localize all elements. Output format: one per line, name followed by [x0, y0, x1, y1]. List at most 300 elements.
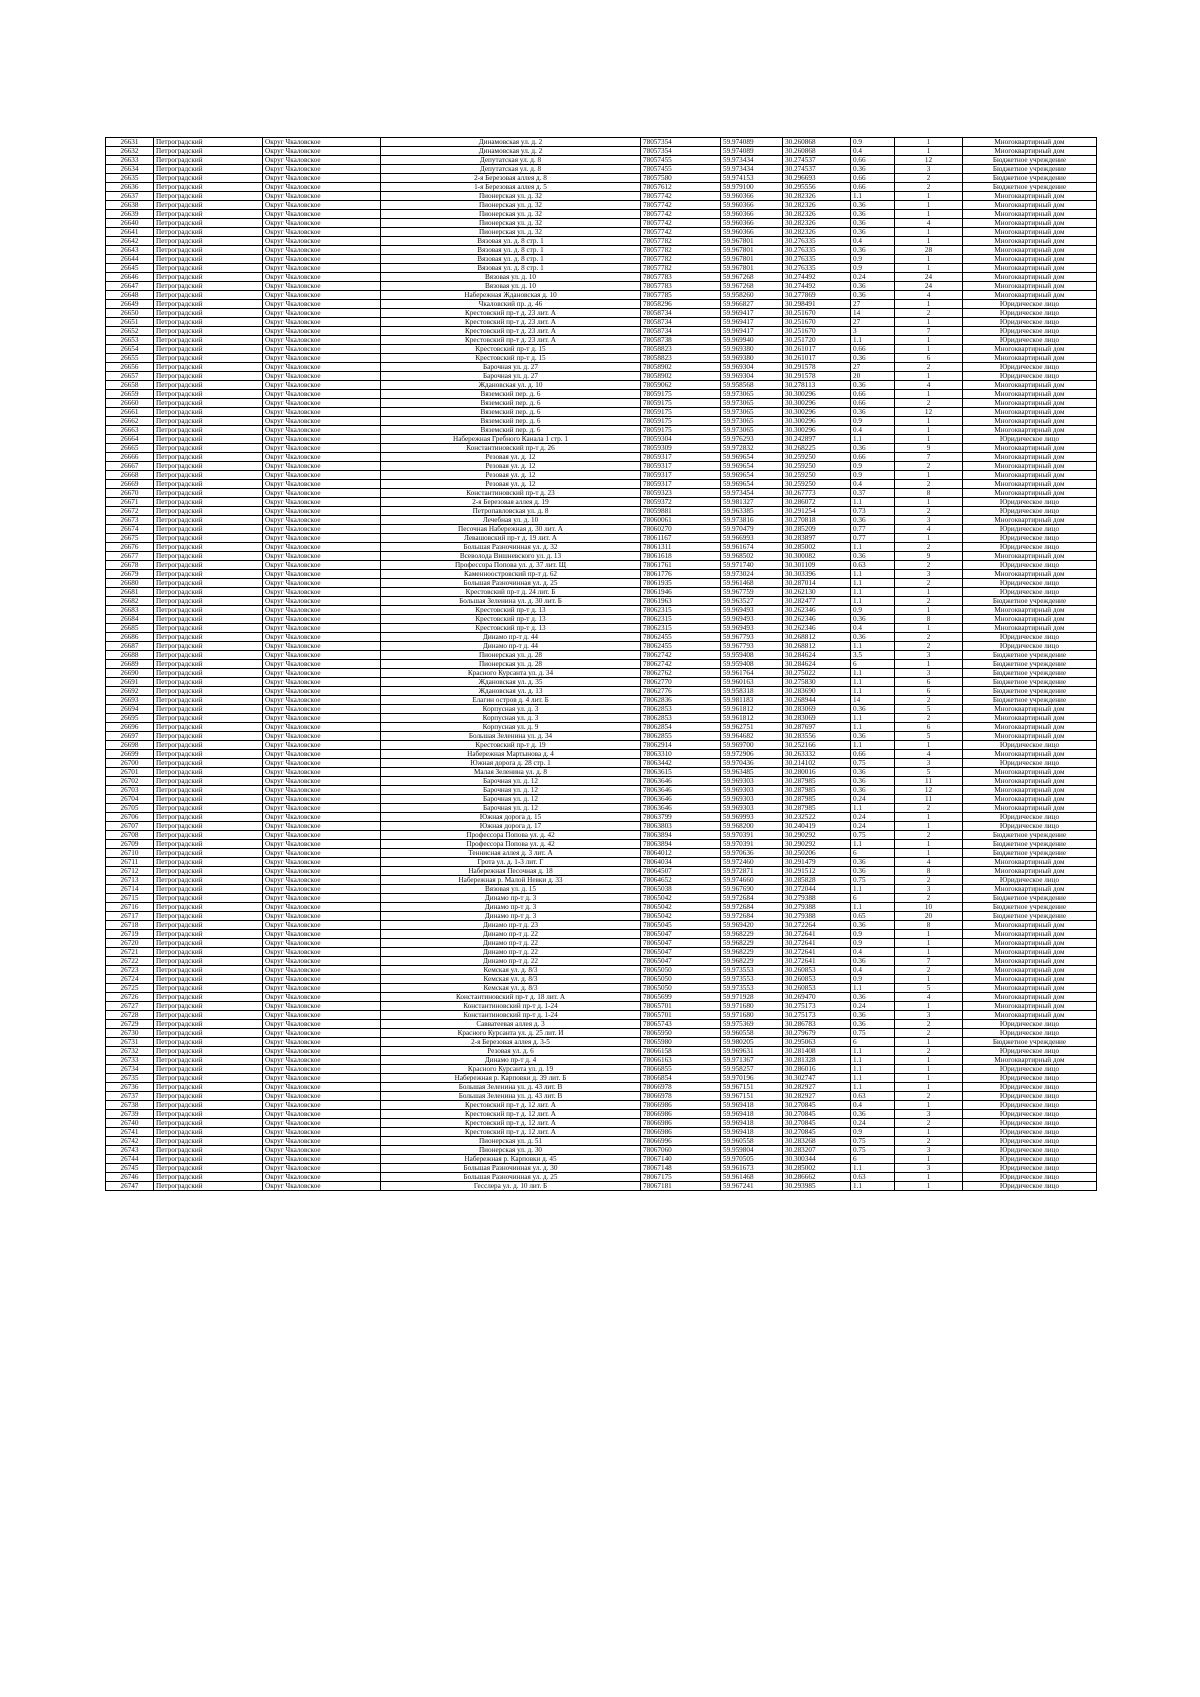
- record-id-cell: 26699: [106, 750, 154, 759]
- count-cell: 28: [895, 246, 963, 255]
- latitude-cell: 59.969940: [721, 336, 783, 345]
- address-cell: Вязовая ул. д. 8 стр. 1: [381, 264, 641, 273]
- object-type-cell: Многоквартирный дом: [963, 930, 1097, 939]
- longitude-cell: 30.282326: [783, 201, 851, 210]
- address-code-cell: 78057742: [641, 192, 721, 201]
- value-cell: 14: [851, 696, 895, 705]
- count-cell: 3: [895, 570, 963, 579]
- count-cell: 3: [895, 516, 963, 525]
- latitude-cell: 59.971928: [721, 993, 783, 1002]
- longitude-cell: 30.300296: [783, 399, 851, 408]
- address-cell: Пионерская ул. д. 32: [381, 192, 641, 201]
- record-id-cell: 26669: [106, 480, 154, 489]
- district-name-cell: Петроградский: [154, 480, 263, 489]
- address-code-cell: 78065042: [641, 912, 721, 921]
- municipality-name-cell: Округ Чкаловское: [263, 291, 381, 300]
- record-id-cell: 26730: [106, 1029, 154, 1038]
- address-code-cell: 78057580: [641, 174, 721, 183]
- record-id-cell: 26679: [106, 570, 154, 579]
- value-cell: 0.36: [851, 768, 895, 777]
- address-cell: Динамо пр-т д. 22: [381, 939, 641, 948]
- table-row: [106, 318, 1097, 327]
- municipality-name-cell: Округ Чкаловское: [263, 714, 381, 723]
- latitude-cell: 59.971680: [721, 1011, 783, 1020]
- municipality-name-cell: Округ Чкаловское: [263, 1020, 381, 1029]
- record-id-cell: 26701: [106, 768, 154, 777]
- record-id-cell: 26667: [106, 462, 154, 471]
- value-cell: 3.5: [851, 651, 895, 660]
- municipality-name-cell: Округ Чкаловское: [263, 462, 381, 471]
- value-cell: 0.66: [851, 399, 895, 408]
- address-cell: Гесслера ул. д. 10 лит. Б: [381, 1182, 641, 1191]
- address-cell: Резовая ул. д. 12: [381, 471, 641, 480]
- value-cell: 0.36: [851, 381, 895, 390]
- address-cell: Крестовский пр-т д. 12 лит. А: [381, 1128, 641, 1137]
- district-name-cell: Петроградский: [154, 912, 263, 921]
- longitude-cell: 30.262130: [783, 588, 851, 597]
- object-type-cell: Юридическое лицо: [963, 525, 1097, 534]
- municipality-name-cell: Округ Чкаловское: [263, 975, 381, 984]
- longitude-cell: 30.278113: [783, 381, 851, 390]
- record-id-cell: 26697: [106, 732, 154, 741]
- district-name-cell: Петроградский: [154, 777, 263, 786]
- address-cell: Песочная Набережная д. 30 лит. А: [381, 525, 641, 534]
- table-row: [106, 948, 1097, 957]
- district-name-cell: Петроградский: [154, 849, 263, 858]
- longitude-cell: 30.263332: [783, 750, 851, 759]
- object-type-cell: Юридическое лицо: [963, 876, 1097, 885]
- value-cell: 1.1: [851, 597, 895, 606]
- table-row: [106, 1146, 1097, 1155]
- object-type-cell: Юридическое лицо: [963, 822, 1097, 831]
- address-cell: Крестовский пр-т д. 24 лит. Б: [381, 588, 641, 597]
- count-cell: 2: [895, 183, 963, 192]
- longitude-cell: 30.269470: [783, 993, 851, 1002]
- address-cell: Большая Зеленина ул. д. 34: [381, 732, 641, 741]
- table-row: [106, 435, 1097, 444]
- table-row: [106, 363, 1097, 372]
- longitude-cell: 30.272641: [783, 939, 851, 948]
- longitude-cell: 30.232522: [783, 813, 851, 822]
- table-row: [106, 876, 1097, 885]
- latitude-cell: 59.961468: [721, 1173, 783, 1182]
- address-cell: Динамо пр-т д. 22: [381, 957, 641, 966]
- latitude-cell: 59.973065: [721, 426, 783, 435]
- latitude-cell: 59.967759: [721, 588, 783, 597]
- address-code-cell: 78059062: [641, 381, 721, 390]
- table-row: [106, 723, 1097, 732]
- latitude-cell: 59.967268: [721, 282, 783, 291]
- table-row: [106, 660, 1097, 669]
- municipality-name-cell: Округ Чкаловское: [263, 606, 381, 615]
- longitude-cell: 30.283690: [783, 687, 851, 696]
- value-cell: 0.9: [851, 417, 895, 426]
- record-id-cell: 26719: [106, 930, 154, 939]
- count-cell: 2: [895, 507, 963, 516]
- value-cell: 0.4: [851, 624, 895, 633]
- address-code-cell: 78061167: [641, 534, 721, 543]
- value-cell: 0.36: [851, 777, 895, 786]
- latitude-cell: 59.969493: [721, 615, 783, 624]
- address-code-cell: 78062742: [641, 651, 721, 660]
- count-cell: 3: [895, 651, 963, 660]
- latitude-cell: 59.970636: [721, 849, 783, 858]
- address-cell: 2-я Березовая аллея д. 8: [381, 174, 641, 183]
- latitude-cell: 59.974089: [721, 147, 783, 156]
- count-cell: 3: [895, 1164, 963, 1173]
- address-cell: Барочная ул. д. 27: [381, 372, 641, 381]
- latitude-cell: 59.958260: [721, 291, 783, 300]
- municipality-name-cell: Округ Чкаловское: [263, 984, 381, 993]
- table-row: [106, 291, 1097, 300]
- object-type-cell: Многоквартирный дом: [963, 291, 1097, 300]
- object-type-cell: Юридическое лицо: [963, 327, 1097, 336]
- record-id-cell: 26710: [106, 849, 154, 858]
- district-name-cell: Петроградский: [154, 984, 263, 993]
- latitude-cell: 59.966993: [721, 534, 783, 543]
- latitude-cell: 59.981327: [721, 498, 783, 507]
- municipality-name-cell: Округ Чкаловское: [263, 201, 381, 210]
- district-name-cell: Петроградский: [154, 786, 263, 795]
- count-cell: 6: [895, 687, 963, 696]
- object-type-cell: Юридическое лицо: [963, 498, 1097, 507]
- latitude-cell: 59.961673: [721, 1164, 783, 1173]
- count-cell: 2: [895, 642, 963, 651]
- latitude-cell: 59.967151: [721, 1083, 783, 1092]
- municipality-name-cell: Округ Чкаловское: [263, 174, 381, 183]
- address-cell: Константиновский пр-т д. 26: [381, 444, 641, 453]
- address-cell: Набережная р. Карповки д. 39 лит. Б: [381, 1074, 641, 1083]
- district-name-cell: Петроградский: [154, 939, 263, 948]
- table-row: [106, 1137, 1097, 1146]
- value-cell: 0.36: [851, 858, 895, 867]
- longitude-cell: 30.282326: [783, 219, 851, 228]
- count-cell: 2: [895, 894, 963, 903]
- address-cell: Корпусная ул. д. 9: [381, 723, 641, 732]
- table-row: [106, 1128, 1097, 1137]
- longitude-cell: 30.252166: [783, 741, 851, 750]
- count-cell: 11: [895, 777, 963, 786]
- object-type-cell: Многоквартирный дом: [963, 480, 1097, 489]
- object-type-cell: Многоквартирный дом: [963, 282, 1097, 291]
- record-id-cell: 26684: [106, 615, 154, 624]
- municipality-name-cell: Округ Чкаловское: [263, 543, 381, 552]
- longitude-cell: 30.260853: [783, 966, 851, 975]
- table-row: [106, 831, 1097, 840]
- count-cell: 2: [895, 543, 963, 552]
- municipality-name-cell: Округ Чкаловское: [263, 453, 381, 462]
- address-cell: Динамо пр-т д. 44: [381, 642, 641, 651]
- longitude-cell: 30.286072: [783, 498, 851, 507]
- district-name-cell: Петроградский: [154, 1056, 263, 1065]
- table-row: [106, 408, 1097, 417]
- longitude-cell: 30.270845: [783, 1128, 851, 1137]
- table-row: [106, 1173, 1097, 1182]
- municipality-name-cell: Округ Чкаловское: [263, 309, 381, 318]
- object-type-cell: Многоквартирный дом: [963, 867, 1097, 876]
- count-cell: 1: [895, 336, 963, 345]
- longitude-cell: 30.268812: [783, 633, 851, 642]
- longitude-cell: 30.280016: [783, 768, 851, 777]
- record-id-cell: 26644: [106, 255, 154, 264]
- latitude-cell: 59.969303: [721, 786, 783, 795]
- address-code-cell: 78063615: [641, 768, 721, 777]
- district-name-cell: Петроградский: [154, 417, 263, 426]
- address-cell: Пионерская ул. д. 32: [381, 219, 641, 228]
- value-cell: 1.1: [851, 435, 895, 444]
- address-code-cell: 78058296: [641, 300, 721, 309]
- count-cell: 4: [895, 291, 963, 300]
- record-id-cell: 26658: [106, 381, 154, 390]
- object-type-cell: Юридическое лицо: [963, 336, 1097, 345]
- municipality-name-cell: Округ Чкаловское: [263, 1137, 381, 1146]
- municipality-name-cell: Округ Чкаловское: [263, 948, 381, 957]
- count-cell: 3: [895, 759, 963, 768]
- municipality-name-cell: Округ Чкаловское: [263, 318, 381, 327]
- municipality-name-cell: Округ Чкаловское: [263, 1065, 381, 1074]
- address-cell: Всеволода Вишневского ул. д. 13: [381, 552, 641, 561]
- address-code-cell: 78057742: [641, 228, 721, 237]
- record-id-cell: 26727: [106, 1002, 154, 1011]
- value-cell: 0.36: [851, 246, 895, 255]
- count-cell: 6: [895, 354, 963, 363]
- object-type-cell: Юридическое лицо: [963, 309, 1097, 318]
- district-name-cell: Петроградский: [154, 444, 263, 453]
- address-code-cell: 78062315: [641, 615, 721, 624]
- address-cell: Барочная ул. д. 12: [381, 777, 641, 786]
- district-name-cell: Петроградский: [154, 282, 263, 291]
- district-name-cell: Петроградский: [154, 894, 263, 903]
- address-cell: Крестовский пр-т д. 15: [381, 345, 641, 354]
- district-name-cell: Петроградский: [154, 561, 263, 570]
- table-row: [106, 606, 1097, 615]
- value-cell: 6: [851, 660, 895, 669]
- latitude-cell: 59.972684: [721, 903, 783, 912]
- address-code-cell: 78059175: [641, 399, 721, 408]
- table-row: [106, 570, 1097, 579]
- address-code-cell: 78062455: [641, 633, 721, 642]
- object-type-cell: Юридическое лицо: [963, 1092, 1097, 1101]
- record-id-cell: 26716: [106, 903, 154, 912]
- record-id-cell: 26666: [106, 453, 154, 462]
- district-name-cell: Петроградский: [154, 678, 263, 687]
- record-id-cell: 26641: [106, 228, 154, 237]
- district-name-cell: Петроградский: [154, 462, 263, 471]
- table-row: [106, 165, 1097, 174]
- address-cell: Вяземский пер. д. 6: [381, 399, 641, 408]
- longitude-cell: 30.287985: [783, 777, 851, 786]
- value-cell: 1.1: [851, 642, 895, 651]
- object-type-cell: Бюджетное учреждение: [963, 669, 1097, 678]
- latitude-cell: 59.973434: [721, 165, 783, 174]
- district-name-cell: Петроградский: [154, 1074, 263, 1083]
- object-type-cell: Многоквартирный дом: [963, 795, 1097, 804]
- address-code-cell: 78062836: [641, 696, 721, 705]
- latitude-cell: 59.968200: [721, 822, 783, 831]
- address-code-cell: 78059175: [641, 417, 721, 426]
- object-type-cell: Бюджетное учреждение: [963, 651, 1097, 660]
- longitude-cell: 30.275022: [783, 669, 851, 678]
- latitude-cell: 59.963485: [721, 768, 783, 777]
- registry-table: [105, 137, 1097, 1191]
- value-cell: 0.63: [851, 1092, 895, 1101]
- object-type-cell: Многоквартирный дом: [963, 444, 1097, 453]
- district-name-cell: Петроградский: [154, 813, 263, 822]
- address-code-cell: 78065743: [641, 1020, 721, 1029]
- object-type-cell: Многоквартирный дом: [963, 984, 1097, 993]
- count-cell: 1: [895, 435, 963, 444]
- municipality-name-cell: Округ Чкаловское: [263, 147, 381, 156]
- district-name-cell: Петроградский: [154, 390, 263, 399]
- latitude-cell: 59.969420: [721, 921, 783, 930]
- municipality-name-cell: Округ Чкаловское: [263, 561, 381, 570]
- address-cell: Красного Курсанта ул. д. 19: [381, 1065, 641, 1074]
- value-cell: 0.75: [851, 1029, 895, 1038]
- address-cell: Левашовский пр-т д. 19 лит. А: [381, 534, 641, 543]
- count-cell: 2: [895, 1047, 963, 1056]
- address-cell: Вяземский пер. д. 6: [381, 408, 641, 417]
- longitude-cell: 30.291512: [783, 867, 851, 876]
- address-code-cell: 78062315: [641, 606, 721, 615]
- table-row: [106, 264, 1097, 273]
- latitude-cell: 59.969303: [721, 795, 783, 804]
- table-row: [106, 426, 1097, 435]
- longitude-cell: 30.279388: [783, 912, 851, 921]
- municipality-name-cell: Округ Чкаловское: [263, 264, 381, 273]
- address-cell: Красного Курсанта ул. д. 34: [381, 669, 641, 678]
- latitude-cell: 59.961468: [721, 579, 783, 588]
- value-cell: 1.1: [851, 570, 895, 579]
- table-row: [106, 399, 1097, 408]
- address-cell: Набережная Мартынова д. 4: [381, 750, 641, 759]
- address-code-cell: 78057742: [641, 201, 721, 210]
- object-type-cell: Многоквартирный дом: [963, 1011, 1097, 1020]
- address-cell: Грота ул. д. 1-3 лит. Г: [381, 858, 641, 867]
- district-name-cell: Петроградский: [154, 552, 263, 561]
- address-code-cell: 78066163: [641, 1056, 721, 1065]
- longitude-cell: 30.295063: [783, 1038, 851, 1047]
- count-cell: 1: [895, 237, 963, 246]
- address-code-cell: 78057782: [641, 264, 721, 273]
- object-type-cell: Многоквартирный дом: [963, 786, 1097, 795]
- latitude-cell: 59.961812: [721, 714, 783, 723]
- object-type-cell: Бюджетное учреждение: [963, 849, 1097, 858]
- record-id-cell: 26649: [106, 300, 154, 309]
- count-cell: 2: [895, 480, 963, 489]
- address-cell: Крестовский пр-т д. 23 лит. А: [381, 309, 641, 318]
- address-cell: Петропавловская ул. д. 8: [381, 507, 641, 516]
- count-cell: 8: [895, 867, 963, 876]
- municipality-name-cell: Округ Чкаловское: [263, 822, 381, 831]
- value-cell: 0.36: [851, 1011, 895, 1020]
- address-cell: Константиновский пр-т д. 1-24: [381, 1002, 641, 1011]
- latitude-cell: 59.967268: [721, 273, 783, 282]
- address-code-cell: 78058823: [641, 354, 721, 363]
- district-name-cell: Петроградский: [154, 228, 263, 237]
- address-code-cell: 78066996: [641, 1137, 721, 1146]
- latitude-cell: 59.969417: [721, 327, 783, 336]
- count-cell: 2: [895, 831, 963, 840]
- object-type-cell: Многоквартирный дом: [963, 426, 1097, 435]
- object-type-cell: Многоквартирный дом: [963, 264, 1097, 273]
- table-row: [106, 1155, 1097, 1164]
- object-type-cell: Многоквартирный дом: [963, 381, 1097, 390]
- district-name-cell: Петроградский: [154, 300, 263, 309]
- object-type-cell: Многоквартирный дом: [963, 885, 1097, 894]
- address-code-cell: 78064034: [641, 858, 721, 867]
- record-id-cell: 26682: [106, 597, 154, 606]
- address-code-cell: 78063799: [641, 813, 721, 822]
- longitude-cell: 30.283268: [783, 1137, 851, 1146]
- address-code-cell: 78057782: [641, 237, 721, 246]
- count-cell: 1: [895, 588, 963, 597]
- district-name-cell: Петроградский: [154, 1164, 263, 1173]
- count-cell: 2: [895, 1092, 963, 1101]
- record-id-cell: 26735: [106, 1074, 154, 1083]
- count-cell: 1: [895, 822, 963, 831]
- municipality-name-cell: Округ Чкаловское: [263, 894, 381, 903]
- address-cell: Депутатская ул. д. 8: [381, 165, 641, 174]
- table-row: [106, 390, 1097, 399]
- longitude-cell: 30.290292: [783, 831, 851, 840]
- object-type-cell: Многоквартирный дом: [963, 714, 1097, 723]
- count-cell: 2: [895, 174, 963, 183]
- object-type-cell: Бюджетное учреждение: [963, 660, 1097, 669]
- table-row: [106, 930, 1097, 939]
- longitude-cell: 30.295556: [783, 183, 851, 192]
- district-name-cell: Петроградский: [154, 219, 263, 228]
- municipality-name-cell: Округ Чкаловское: [263, 912, 381, 921]
- address-code-cell: 78065050: [641, 984, 721, 993]
- table-row: [106, 732, 1097, 741]
- record-id-cell: 26732: [106, 1047, 154, 1056]
- address-cell: Динамовская ул. д. 2: [381, 138, 641, 147]
- count-cell: 2: [895, 363, 963, 372]
- table-row: [106, 885, 1097, 894]
- address-code-cell: 78064652: [641, 876, 721, 885]
- value-cell: 0.4: [851, 480, 895, 489]
- table-row: [106, 246, 1097, 255]
- count-cell: 1: [895, 1155, 963, 1164]
- latitude-cell: 59.958318: [721, 687, 783, 696]
- record-id-cell: 26702: [106, 777, 154, 786]
- municipality-name-cell: Округ Чкаловское: [263, 273, 381, 282]
- value-cell: 0.24: [851, 1119, 895, 1128]
- longitude-cell: 30.301109: [783, 561, 851, 570]
- district-name-cell: Петроградский: [154, 741, 263, 750]
- value-cell: 20: [851, 372, 895, 381]
- address-code-cell: 78058823: [641, 345, 721, 354]
- object-type-cell: Бюджетное учреждение: [963, 678, 1097, 687]
- address-cell: Большая Разночинная ул. д. 30: [381, 1164, 641, 1173]
- latitude-cell: 59.961764: [721, 669, 783, 678]
- table-row: [106, 903, 1097, 912]
- address-code-cell: 78061618: [641, 552, 721, 561]
- longitude-cell: 30.283207: [783, 1146, 851, 1155]
- table-row: [106, 354, 1097, 363]
- object-type-cell: Многоквартирный дом: [963, 471, 1097, 480]
- longitude-cell: 30.251670: [783, 318, 851, 327]
- latitude-cell: 59.969304: [721, 372, 783, 381]
- latitude-cell: 59.960163: [721, 678, 783, 687]
- district-name-cell: Петроградский: [154, 840, 263, 849]
- latitude-cell: 59.969654: [721, 471, 783, 480]
- address-cell: Крестовский пр-т д. 12 лит. А: [381, 1101, 641, 1110]
- address-code-cell: 78065047: [641, 957, 721, 966]
- value-cell: 0.4: [851, 237, 895, 246]
- municipality-name-cell: Округ Чкаловское: [263, 993, 381, 1002]
- value-cell: 0.9: [851, 255, 895, 264]
